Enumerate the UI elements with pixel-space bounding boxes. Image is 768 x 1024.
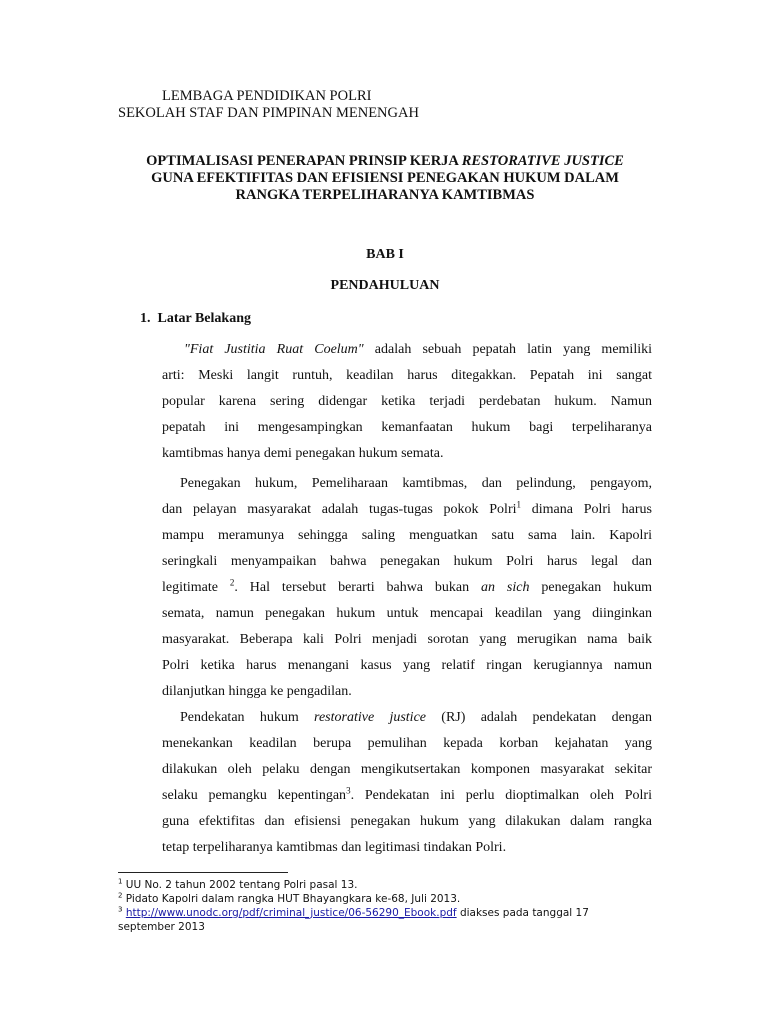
p2-line-6: semata, namun penegakan hukum untuk mencapai keadilan yang diinginkan — [162, 606, 652, 621]
p2-line-7: masyarakat. Beberapa kali Polri menjadi sorotan yang merugikan nama baik — [162, 632, 652, 647]
footnote-3-continuation: september 2013 — [118, 921, 205, 933]
p2-line-9: dilanjutkan hingga ke pengadilan. — [162, 684, 352, 699]
footnote-1: $^1$ UU No. 2 tahun 2002 tentang Polri pasal 13. — [118, 877, 358, 891]
chapter-name: PENDAHULUAN — [330, 278, 440, 293]
footnote-3: $^3$ http://www.unodc.org/pdf/criminal_justice/06-56290_Ebook.pdf diakses pada tanggal 17 — [118, 905, 589, 919]
footnote-ref-2: 2 — [229, 577, 235, 588]
chapter-label: BAB I — [366, 247, 404, 262]
p1-line-3: popular karena sering didengar ketika terjadi perdebatan hukum. Namun — [162, 394, 652, 409]
p2-line-2: dan pelayan masyarakat adalah tugas-tugas pokok Polri$^1$ dimana Polri harus — [162, 499, 652, 517]
p1-line-1: "Fiat Justitia Ruat Coelum" adalah sebuah pepatah latin yang memiliki — [184, 342, 652, 357]
p3-line-1: Pendekatan hukum restorative justice (RJ) adalah pendekatan dengan — [180, 710, 652, 725]
p1-line-5: kamtibmas hanya demi penegakan hukum semata. — [162, 446, 444, 461]
p1-line-2: arti: Meski langit runtuh, keadilan harus ditegakkan. Pepatah ini sangat — [162, 368, 652, 383]
p2-line-3: mampu meramunya sehingga saling menguatkan satu sama lain. Kapolri — [162, 528, 652, 543]
p2-line-8: Polri ketika harus menangani kasus yang relatif ringan kerugiannya namun — [162, 658, 652, 673]
p1-line-4: pepatah ini mengesampingkan kemanfaatan hukum bagi terpeliharanya — [162, 420, 652, 435]
p2-line-1: Penegakan hukum, Pemeliharaan kamtibmas, dan pelindung, pengayom, — [180, 476, 652, 491]
section-heading: 1. Latar Belakang — [140, 311, 251, 326]
footnote-ref-1: 1 — [516, 499, 521, 510]
footnote-ref-3: 3 — [346, 785, 351, 796]
document-title-line-2: GUNA EFEKTIFITAS DAN EFISIENSI PENEGAKAN HUKUM DALAM — [151, 170, 619, 186]
paragraph-3 — [162, 705, 652, 861]
paragraph-2 — [162, 471, 652, 705]
paragraph-1 — [162, 337, 652, 467]
footnote-3-link[interactable]: http://www.unodc.org/pdf/criminal_justice/06-56290_Ebook.pdf — [125, 907, 457, 919]
p3-line-3: dilakukan oleh pelaku dengan mengikutsertakan komponen masyarakat sekitar — [162, 762, 652, 777]
institution-name: LEMBAGA PENDIDIKAN POLRI — [162, 88, 372, 104]
document-title-line-1: OPTIMALISASI PENERAPAN PRINSIP KERJA RESTORATIVE JUSTICE — [146, 153, 624, 169]
p3-line-5: guna efektifitas dan efisiensi penegakan hukum yang dilakukan dalam rangka — [162, 814, 652, 829]
p3-line-4: selaku pemangku kepentingan$^3$. Pendekatan ini perlu dioptimalkan oleh Polri — [162, 785, 652, 803]
p2-line-4: seringkali menyampaikan bahwa penegakan hukum Polri harus legal dan — [162, 554, 652, 569]
footnote-2: $^2$ Pidato Kapolri dalam rangka HUT Bhayangkara ke-68, Juli 2013. — [118, 891, 461, 905]
school-name: SEKOLAH STAF DAN PIMPINAN MENENGAH — [118, 105, 419, 121]
footnote-divider — [118, 872, 288, 873]
p2-line-5: legitimate $^2$. Hal tersebut berarti bahwa bukan an sich penegakan hukum — [162, 577, 652, 595]
p3-line-2: menekankan keadilan berupa pemulihan kepada korban kejahatan yang — [162, 736, 652, 751]
document-title-line-3: RANGKA TERPELIHARANYA KAMTIBMAS — [235, 187, 535, 203]
p3-line-6: tetap terpeliharanya kamtibmas dan legitimasi tindakan Polri. — [162, 840, 507, 855]
